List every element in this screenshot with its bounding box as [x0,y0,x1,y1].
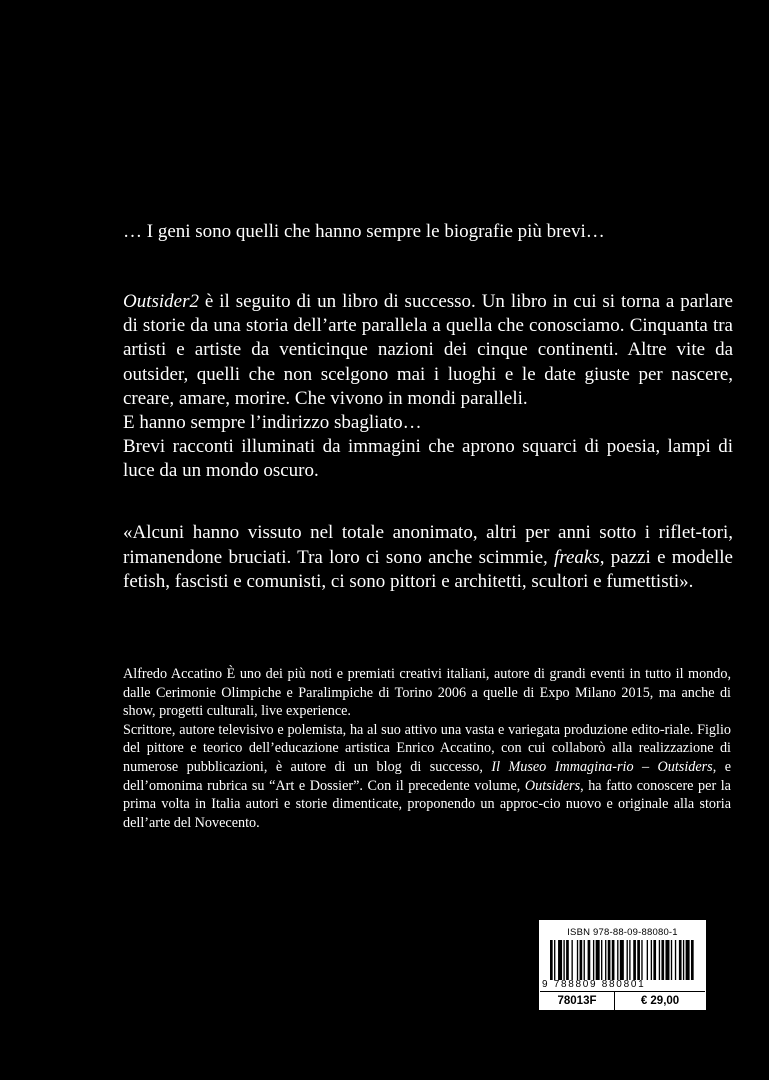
price-row [540,991,705,1010]
bio-paragraph-2 [123,721,731,833]
quote-text-1: «Alcuni hanno vissuto nel totale anonimato, altri per anni sotto i riflet-tori, rimanendone bruciati. Tra loro ci sono anche scimmie, [123,522,733,568]
isbn-label: ISBN 978-88-09-88080-1 [567,927,678,938]
book-blurb [123,290,733,484]
product-code: 78013F [540,992,615,1010]
quote-text-2: , pazzi e modelle fetish, fascisti e comunisti, ci sono pittori e architetti, scultori e fumettisti». [123,546,733,592]
price-label: € 29,00 [640,995,680,1007]
blurb-paragraph-2: E hanno sempre l’indirizzo sbagliato… [123,412,422,434]
ean-digits: 9 788809 880801 [542,979,646,990]
author-bio [123,665,731,832]
bio-blog-title: Il Museo Immagina-rio – Outsiders [491,758,713,775]
bio-text-b: , e dell’omonima rubrica su “Art e Dossier”. Con il precedente volume, [123,758,731,794]
bio-book-title: Outsiders [524,777,581,794]
tagline-quote: … I geni sono quelli che hanno sempre le biografie più brevi… [123,221,605,242]
blurb-paragraph-1 [123,290,733,411]
bio-text-a: Scrittore, autore televisivo e polemista, ha al suo attivo una vasta e variegata produzione edito-riale. Figlio del pittore e teorico dell’educazione artistica Enrico Accatino, con cui collaborò alla realizzazione di numerose pubblicazioni, è autore di un blog di successo, [123,721,731,775]
blurb-paragraph-3: Brevi racconti illuminati da immagini che aprono squarci di poesia, lampi di luce da un mondo oscuro. [123,436,733,482]
barcode-icon [550,940,695,980]
barcode-box [539,920,706,1010]
pull-quote [123,521,733,595]
book-title-outsider2: Outsider2 [123,291,199,312]
blurb-text-1: è il seguito di un libro di successo. Un libro in cui si torna a parlare di storie da una storia dell’arte parallela a quella che conosciamo. Cinquanta tra artisti e artiste da venticinque nazioni dei cinque continenti. Altre vite da outsider, quelli che non scelgono mai i luoghi e le date giuste per nascere, creare, amare, morire. Che vivono in mondi paralleli. [123,291,733,409]
bio-text-c: , ha fatto conoscere per la prima volta in Italia autori e storie dimenticate, proponendo un approc-cio nuovo e originale alla storia dell’arte del Novecento. [123,777,731,831]
quote-freaks: freaks [554,546,600,568]
bio-paragraph-1: Alfredo Accatino È uno dei più noti e premiati creativi italiani, autore di grandi eventi in tutto il mondo, dalle Cerimonie Olimpiche e Paralimpiche di Torino 2006 a quelle di Expo Milano 2015, ma anche di show, progetti culturali, live experience. [123,666,731,720]
